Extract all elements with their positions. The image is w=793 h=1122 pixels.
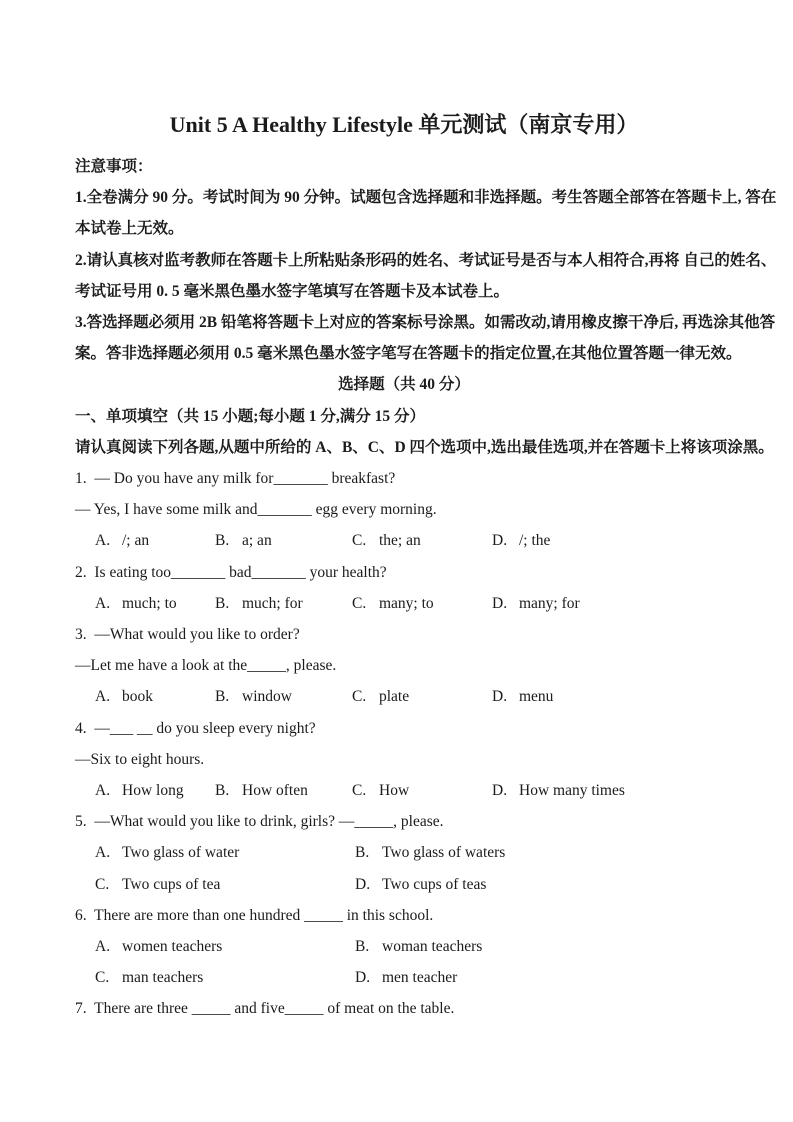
option-letter: C. <box>95 969 110 987</box>
question-3-options-row-1 <box>75 681 733 712</box>
q5-option-a <box>95 837 355 868</box>
option-text: How often <box>242 782 308 800</box>
option-text: man teachers <box>122 969 204 987</box>
question-6-options-row-2 <box>75 962 733 993</box>
option-text: Two glass of waters <box>382 844 506 862</box>
option-letter: B. <box>215 532 230 550</box>
option-text: a; an <box>242 532 272 550</box>
q4-option-d <box>492 775 625 806</box>
question-4-line-1: 4. —___ __ do you sleep every night? <box>75 719 316 737</box>
option-text: Two cups of tea <box>122 875 221 893</box>
notice-line-2: 本试卷上无效。 <box>75 220 184 238</box>
question-4-line-2: —Six to eight hours. <box>75 750 205 768</box>
q5-option-c <box>95 869 355 900</box>
q4-option-a <box>95 775 215 806</box>
questions-list <box>75 463 733 1025</box>
q5-option-b <box>355 837 505 868</box>
option-text: women teachers <box>122 938 223 956</box>
q6-option-a <box>95 931 355 962</box>
option-letter: D. <box>492 688 508 706</box>
question-6-options-row-1 <box>75 931 733 962</box>
option-letter: A. <box>95 938 111 956</box>
notice-line-3: 2.请认真核对监考教师在答题卡上所粘贴条形码的姓名、考试证号是否与本人相符合,再将 自己的姓名、 <box>75 251 777 269</box>
option-letter: C. <box>352 532 367 550</box>
option-letter: A. <box>95 782 111 800</box>
question-7 <box>75 993 733 1024</box>
option-text: book <box>122 688 153 706</box>
option-letter: C. <box>95 875 110 893</box>
question-4-options-row-1 <box>75 775 733 806</box>
question-3 <box>75 619 733 713</box>
option-letter: B. <box>215 594 230 612</box>
question-3-line-2: —Let me have a look at the_____, please. <box>75 657 337 675</box>
q3-option-c <box>352 681 492 712</box>
notice-line-1: 1.全卷满分 90 分。考试时间为 90 分钟。试题包含选择题和非选择题。考生答题全部答在答题卡上, 答在 <box>75 189 777 207</box>
question-6 <box>75 900 733 994</box>
q3-option-d <box>492 681 553 712</box>
option-text: /; the <box>519 532 551 550</box>
q1-option-c <box>352 525 492 556</box>
option-text: How long <box>122 782 184 800</box>
option-text: window <box>242 688 292 706</box>
question-3-line-1: 3. —What would you like to order? <box>75 626 300 644</box>
notice-line-6: 案。答非选择题必须用 0.5 毫米黑色墨水签字笔写在答题卡的指定位置,在其他位置答题一律无效。 <box>75 345 742 363</box>
question-5-line-1: 5. —What would you like to drink, girls? —_____, please. <box>75 813 444 831</box>
option-text: How many times <box>519 782 625 800</box>
q4-option-c <box>352 775 492 806</box>
notes-heading: 注意事项： <box>75 158 153 175</box>
option-letter: A. <box>95 532 111 550</box>
instructions: 请认真阅读下列各题,从题中所给的 A、B、C、D 四个选项中,选出最佳选项,并在答题卡上将该项涂黑。 <box>75 438 774 456</box>
option-text: plate <box>379 688 410 706</box>
option-text: much; for <box>242 594 303 612</box>
option-text: many; to <box>379 594 434 612</box>
option-text: /; an <box>122 532 150 550</box>
q1-option-b <box>215 525 352 556</box>
option-letter: A. <box>95 844 111 862</box>
q4-option-b <box>215 775 352 806</box>
option-letter: A. <box>95 594 111 612</box>
question-1-line-2: — Yes, I have some milk and_______ egg every morning. <box>75 501 437 519</box>
part-title: 一、单项填空（共 15 小题;每小题 1 分,满分 15 分） <box>75 407 426 425</box>
q6-option-c <box>95 962 355 993</box>
option-letter: C. <box>352 594 367 612</box>
q2-option-b <box>215 588 352 619</box>
question-6-line-1: 6. There are more than one hundred _____ in this school. <box>75 906 434 924</box>
question-4 <box>75 713 733 807</box>
question-5-options-row-2 <box>75 869 733 900</box>
option-letter: D. <box>492 594 508 612</box>
option-text: Two glass of water <box>122 844 240 862</box>
question-1-options-row-1 <box>75 525 733 556</box>
option-letter: C. <box>352 688 367 706</box>
q3-option-a <box>95 681 215 712</box>
q6-option-d <box>355 962 457 993</box>
option-text: How <box>379 782 410 800</box>
q5-option-d <box>355 869 486 900</box>
option-text: the; an <box>379 532 421 550</box>
option-text: much; to <box>122 594 177 612</box>
option-text: Two cups of teas <box>382 875 487 893</box>
option-text: menu <box>519 688 554 706</box>
q1-option-a <box>95 525 215 556</box>
option-text: many; for <box>519 594 580 612</box>
option-letter: A. <box>95 688 111 706</box>
question-2 <box>75 557 733 619</box>
option-letter: B. <box>215 688 230 706</box>
option-letter: D. <box>355 969 371 987</box>
section-title: 选择题（共 40 分） <box>338 376 470 394</box>
option-text: woman teachers <box>382 938 483 956</box>
question-2-options-row-1 <box>75 588 733 619</box>
q2-option-d <box>492 588 580 619</box>
option-letter: B. <box>355 938 370 956</box>
q1-option-d <box>492 525 550 556</box>
question-1-line-1: 1. — Do you have any milk for_______ breakfast? <box>75 470 396 488</box>
notes-section <box>75 182 777 369</box>
option-letter: B. <box>355 844 370 862</box>
question-5-options-row-1 <box>75 837 733 868</box>
notice-line-4: 考试证号用 0. 5 毫米黑色墨水签字笔填写在答题卡及本试卷上。 <box>75 282 510 300</box>
option-letter: D. <box>355 875 371 893</box>
option-letter: D. <box>492 532 508 550</box>
option-letter: B. <box>215 782 230 800</box>
notice-line-5: 3.答选择题必须用 2B 铅笔将答题卡上对应的答案标号涂黑。如需改动,请用橡皮擦干净后, 再选涂其他答 <box>75 314 776 332</box>
option-letter: D. <box>492 782 508 800</box>
option-text: men teacher <box>382 969 458 987</box>
question-2-line-1: 2. Is eating too_______ bad_______ your health? <box>75 563 387 581</box>
question-1 <box>75 463 733 557</box>
q2-option-c <box>352 588 492 619</box>
q2-option-a <box>95 588 215 619</box>
q6-option-b <box>355 931 482 962</box>
page-title: Unit 5 A Healthy Lifestyle 单元测试（南京专用） <box>169 112 639 137</box>
question-5 <box>75 806 733 900</box>
question-7-line-1: 7. There are three _____ and five_____ of meat on the table. <box>75 1000 455 1018</box>
q3-option-b <box>215 681 352 712</box>
option-letter: C. <box>352 782 367 800</box>
